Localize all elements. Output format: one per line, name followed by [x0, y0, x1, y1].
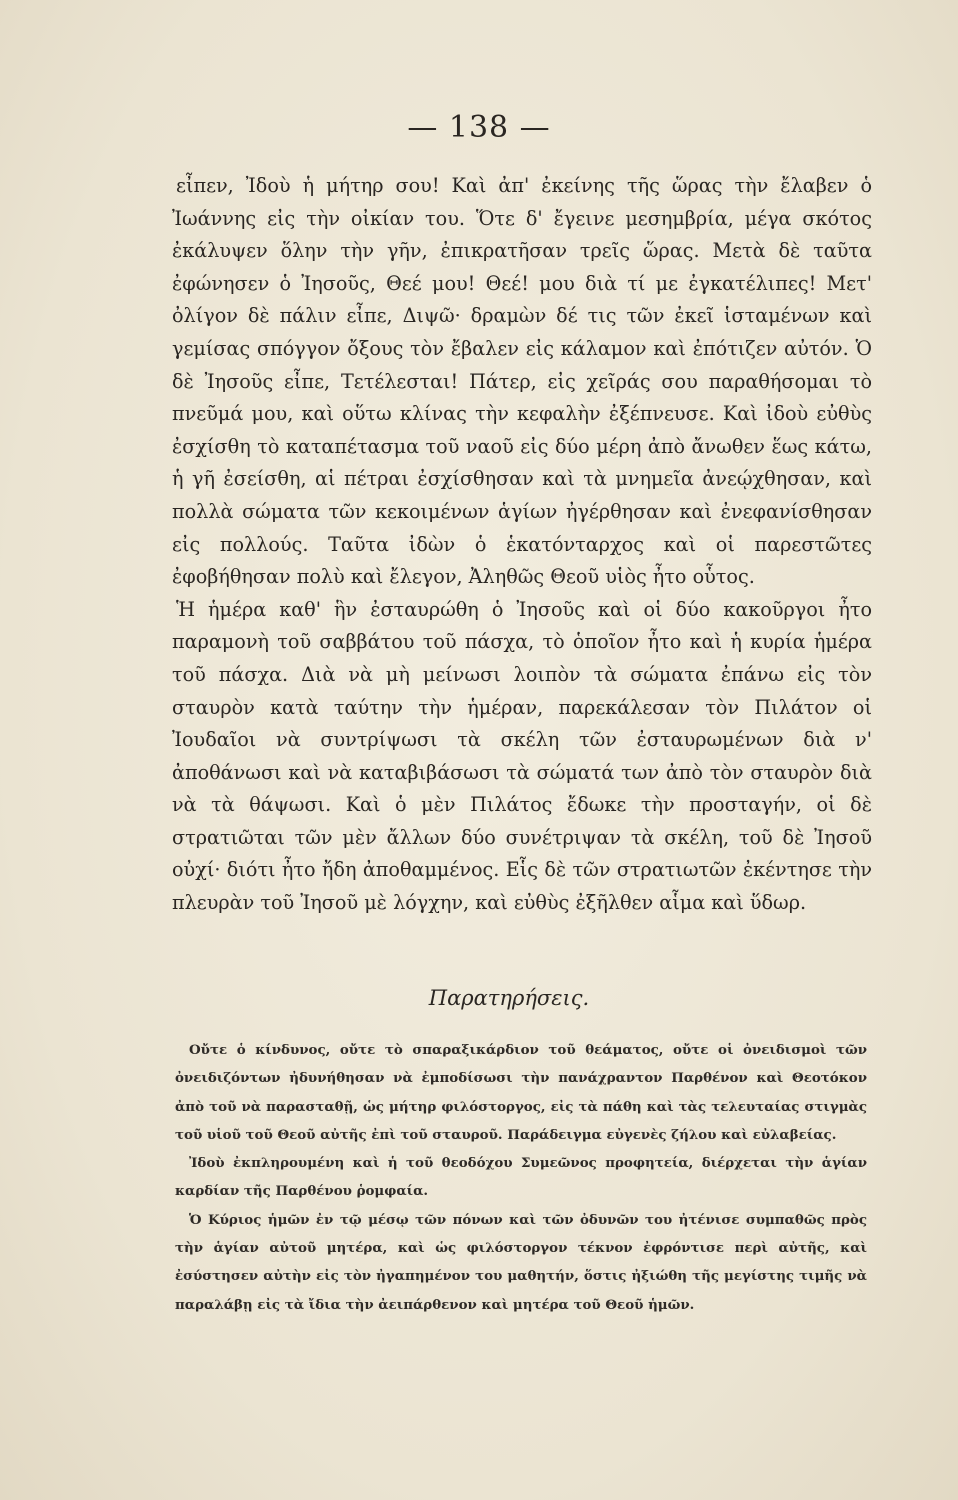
note-paragraph-1: Οὔτε ὁ κίνδυνος, οὔτε τὸ σπαραξικάρδιον τοῦ θεάματος, οὔτε οἱ ὀνειδισμοὶ τῶν ὀνειδιζόντων ἠδυνήθησαν νὰ ἐμποδίσωσι τὴν πανάχραντον Παρθένον καὶ Θεοτόκον ἀπὸ τοῦ νὰ παρασταθῇ, ὡς μήτηρ φιλόστοργος, εἰς τὰ πάθη καὶ τὰς τελευταίας στιγμὰς τοῦ υἱοῦ τοῦ Θεοῦ αὐτῆς ἐπὶ τοῦ σταυροῦ. Παράδειγμα εὐγενὲς ζήλου καὶ εὐλαβείας. — [175, 1042, 867, 1143]
main-text — [172, 170, 872, 920]
notes-heading: Παρατηρήσεις. — [428, 986, 590, 1010]
main-paragraph-1: εἶπεν, Ἰδοὺ ἡ μήτηρ σου! Καὶ ἀπ' ἐκείνης τῆς ὥρας τὴν ἔλαβεν ὁ Ἰωάννης εἰς τὴν οἰκίαν του. Ὅτε δ' ἔγεινε μεσημβρία, μέγα σκότος ἐκάλυψεν ὅλην τὴν γῆν, ἐπικρατῆσαν τρεῖς ὥρας. Μετὰ δὲ ταῦτα ἐφώνησεν ὁ Ἰησοῦς, Θεέ μου! Θεέ! μου διὰ τί με ἐγκατέλιπες! Μετ' ὀλίγον δὲ πάλιν εἶπε, Διψῶ· δραμὼν δέ τις τῶν ἐκεῖ ἱσταμένων καὶ γεμίσας σπόγγον ὄξους τὸν ἔβαλεν εἰς κάλαμον καὶ ἐπότιζεν αὐτόν. Ὁ δὲ Ἰησοῦς εἶπε, Τετέλεσται! Πάτερ, εἰς χεῖράς σου παραθήσομαι τὸ πνεῦμά μου, καὶ οὕτω κλίνας τὴν κεφαλὴν ἐξέπνευσε. Καὶ ἰδοὺ εὐθὺς ἐσχίσθη τὸ καταπέτασμα τοῦ ναοῦ εἰς δύο μέρη ἀπὸ ἄνωθεν ἕως κάτω, ἡ γῆ ἐσείσθη, αἱ πέτραι ἐσχίσθησαν καὶ τὰ μνημεῖα ἀνεῴχθησαν, καὶ πολλὰ σώματα τῶν κεκοιμένων ἁγίων ἠγέρθησαν καὶ ἐνεφανίσθησαν εἰς πολλούς. Ταῦτα ἰδὼν ὁ ἑκατόνταρχος καὶ οἱ παρεστῶτες ἐφοβήθησαν πολὺ καὶ ἔλεγον, Ἀληθῶς Θεοῦ υἱὸς ἦτο οὗτος. — [172, 174, 872, 589]
note-paragraph-3: Ὁ Κύριος ἡμῶν ἐν τῷ μέσῳ τῶν πόνων καὶ τῶν ὀδυνῶν του ἠτένισε συμπαθῶς πρὸς τὴν ἁγίαν αὐτοῦ μητέρα, καὶ ὡς φιλόστοργον τέκνον ἐφρόντισε περὶ αὐτῆς, καὶ ἐσύστησεν αὐτὴν εἰς τὸν ἠγαπημένον του μαθητήν, ὅστις ἠξιώθη τῆς μεγίστης τιμῆς νὰ παραλάβῃ εἰς τὰ ἴδια τὴν ἀειπάρθενον καὶ μητέρα τοῦ Θεοῦ ἡμῶν. — [175, 1211, 867, 1313]
page-number: — 138 — — [407, 110, 551, 145]
notes-section — [175, 1036, 867, 1319]
note-paragraph-2: Ἰδοὺ ἐκπληρουμένη καὶ ἡ τοῦ θεοδόχου Συμεῶνος προφητεία, διέρχεται τὴν ἁγίαν καρδίαν τῆς Παρθένου ῥομφαία. — [175, 1155, 867, 1200]
main-paragraph-2: Ἡ ἡμέρα καθ' ἣν ἐσταυρώθη ὁ Ἰησοῦς καὶ οἱ δύο κακοῦργοι ἦτο παραμονὴ τοῦ σαββάτου τοῦ πάσχα, τὸ ὁποῖον ἦτο καὶ ἡ κυρία ἡμέρα τοῦ πάσχα. Διὰ νὰ μὴ μείνωσι λοιπὸν τὰ σώματα ἐπάνω εἰς τὸν σταυρὸν κατὰ ταύτην τὴν ἡμέραν, παρεκάλεσαν τὸν Πιλάτον οἱ Ἰουδαῖοι νὰ συντρίψωσι τὰ σκέλη τῶν ἐσταυρωμένων διὰ ν' ἀποθάνωσι καὶ νὰ καταβιβάσωσι τὰ σώματά των ἀπὸ τὸν σταυρὸν διὰ νὰ τὰ θάψωσι. Καὶ ὁ μὲν Πιλάτος ἔδωκε τὴν προσταγήν, οἱ δὲ στρατιῶται τῶν μὲν ἄλλων δύο συνέτριψαν τὰ σκέλη, τοῦ δὲ Ἰησοῦ οὐχί· διότι ἦτο ἤδη ἀποθαμμένος. Εἷς δὲ τῶν στρατιωτῶν ἐκέντησε τὴν πλευρὰν τοῦ Ἰησοῦ μὲ λόγχην, καὶ εὐθὺς ἐξῆλθεν αἷμα καὶ ὕδωρ. — [172, 597, 872, 915]
